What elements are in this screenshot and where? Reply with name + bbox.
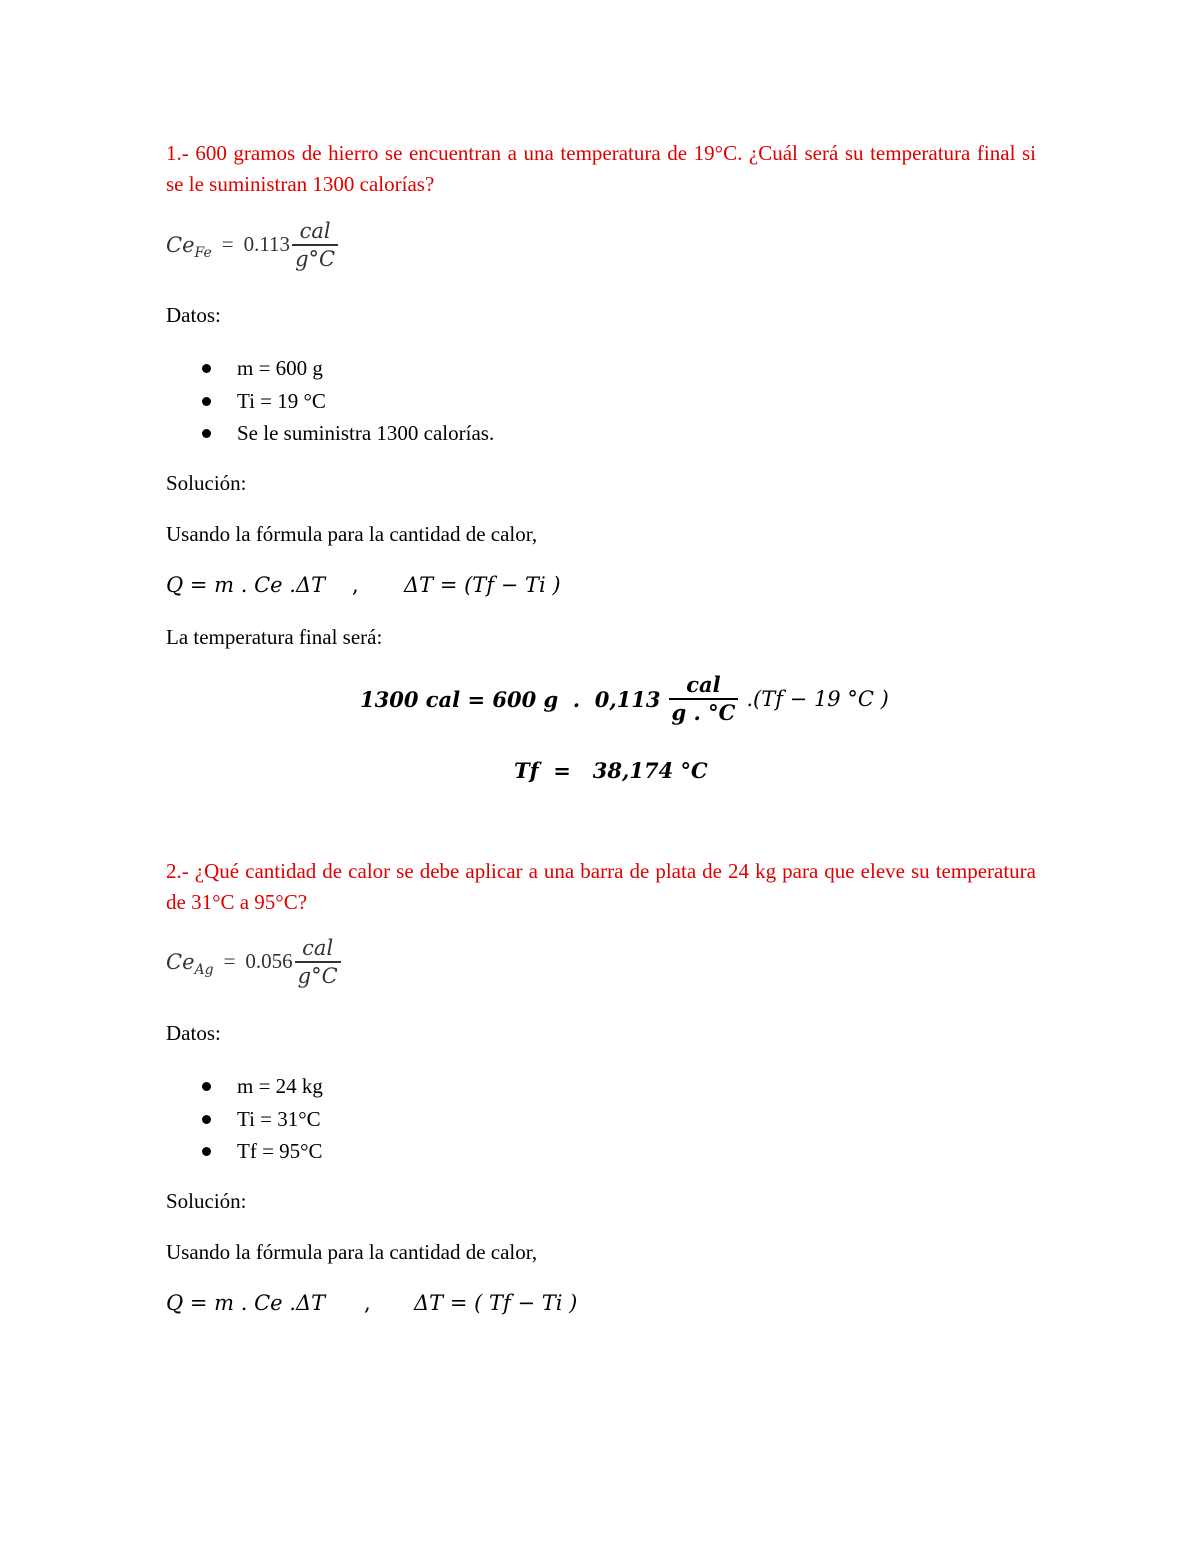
list-item: m = 600 g — [200, 352, 494, 385]
bullet-icon — [202, 1115, 211, 1124]
bullet-icon — [202, 1082, 211, 1091]
problem-1-formula-intro: Usando la fórmula para la cantidad de calor, — [166, 522, 538, 546]
list-item: Se le suministra 1300 calorías. — [200, 417, 494, 450]
equation-fraction-denominator: g . °C — [671, 700, 736, 725]
list-item: Ti = 31°C — [200, 1103, 323, 1136]
ce-subscript: Ag — [194, 961, 214, 978]
problem-2-delta-t-formula: ΔT = ( Tf − Ti ) — [414, 1291, 578, 1315]
bullet-icon — [202, 429, 211, 438]
equation-fraction — [669, 672, 739, 726]
problem-1-specific-heat: Ce Fe = 0.113 $\frac{\text{cal}}{g^\circ C}$ — [166, 218, 338, 272]
bullet-icon — [202, 364, 211, 373]
ce-value: 0.113 — [243, 232, 291, 257]
list-item: Ti = 19 °C — [200, 385, 494, 418]
problem-1-formula-separator: , — [352, 573, 359, 597]
list-item: Tf = 95°C — [200, 1135, 323, 1168]
problem-1-delta-t-formula: ΔT = (Tf − Ti ) — [404, 573, 561, 597]
problem-2-datos-label: Datos: — [166, 1021, 221, 1045]
ce-unit-fraction — [295, 935, 341, 989]
problem-1-question: 1.- 600 gramos de hierro se encuentran a una temperatura de 19°C. ¿Cuál será su temperatura final si se le suministran 1300 calorías? — [166, 141, 1036, 196]
ce-unit-denominator: g°C — [297, 963, 338, 988]
problem-2-specific-heat: Ce Ag = 0.056 $\frac{\text{cal}}{g^\circ C}$ — [166, 935, 341, 989]
problem-2-question: 2.- ¿Qué cantidad de calor se debe aplicar a una barra de plata de 24 kg para que eleve su temperatura de 31°C a 95°C? — [166, 859, 1036, 914]
problem-1-solucion-label: Solución: — [166, 471, 247, 495]
problem-1-final-intro: La temperatura final será: — [166, 625, 383, 649]
ce-symbol: Ce — [166, 232, 195, 257]
problem-2-heat-formula: Q = m . Ce .ΔT — [166, 1291, 326, 1315]
ce-unit-fraction — [292, 218, 338, 272]
equation-fraction-numerator: cal — [686, 672, 721, 697]
equation-left-side: 1300 cal = 600 g . 0,113 — [360, 686, 661, 712]
ce-subscript: Fe — [194, 244, 212, 261]
problem-1-datos-label: Datos: — [166, 303, 221, 327]
bullet-icon — [202, 1147, 211, 1156]
problem-1-result: Tf = 38,174 °C — [514, 758, 708, 783]
problem-1-main-equation — [360, 672, 889, 726]
list-item: m = 24 kg — [200, 1070, 323, 1103]
ce-symbol: Ce — [166, 949, 195, 974]
equation-right-side: .(Tf − 19 °C ) — [746, 687, 889, 711]
problem-2-solucion-label: Solución: — [166, 1189, 247, 1213]
problem-2-datos-list — [200, 1070, 323, 1168]
ce-unit-numerator: cal — [302, 936, 334, 960]
problem-1-datos-list — [200, 352, 494, 450]
ce-unit-numerator: cal — [299, 219, 331, 243]
problem-2-formula-intro: Usando la fórmula para la cantidad de calor, — [166, 1240, 538, 1264]
bullet-icon — [202, 397, 211, 406]
ce-value: 0.056 — [245, 949, 293, 974]
problem-1-heat-formula: Q = m . Ce .ΔT — [166, 573, 326, 597]
problem-2-formula-separator: , — [364, 1291, 371, 1315]
ce-unit-denominator: g°C — [295, 246, 336, 271]
